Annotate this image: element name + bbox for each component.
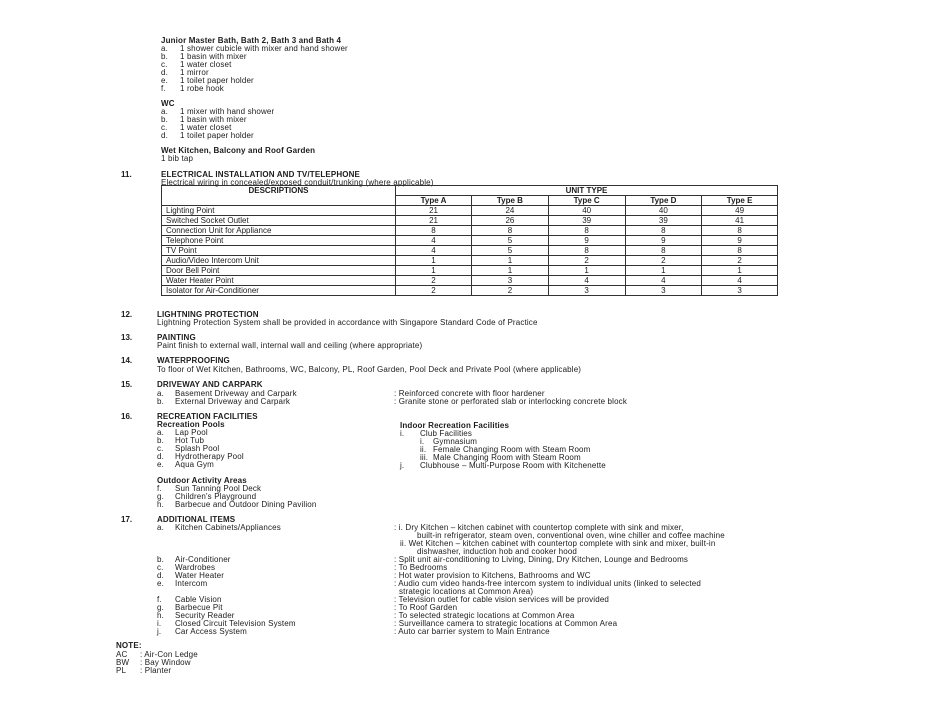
list-marker: e. — [157, 579, 164, 588]
table-row — [162, 246, 778, 256]
list-marker: d. — [157, 571, 164, 580]
table-cell: 9 — [548, 236, 625, 246]
row-label: Door Bell Point — [162, 266, 396, 276]
type-header: Type B — [472, 196, 549, 206]
type-header: Type A — [396, 196, 472, 206]
section-text: Paint finish to external wall, internal wall and ceiling (where appropriate) — [157, 341, 423, 350]
subsection-title: Indoor Recreation Facilities — [400, 421, 510, 430]
list-marker: a. — [161, 44, 168, 53]
table-cell: 5 — [472, 246, 549, 256]
list-value: : Hot water provision to Kitchens, Bathrooms and WC — [394, 571, 591, 580]
table-cell: 4 — [396, 246, 472, 256]
list-item: Water Heater — [175, 571, 225, 580]
list-item: Hydrotherapy Pool — [175, 452, 244, 461]
section-title: WATERPROOFING — [157, 356, 230, 365]
table-cell: 3 — [472, 276, 549, 286]
list-value: : Split unit air-conditioning to Living, Dining, Dry Kitchen, Lounge and Bedrooms — [394, 555, 689, 564]
list-marker: f. — [157, 484, 162, 493]
row-label: Isolator for Air-Conditioner — [162, 286, 396, 296]
list-marker: j. — [157, 627, 162, 636]
list-marker: b. — [157, 397, 164, 406]
list-item: Hot Tub — [175, 436, 205, 445]
list-item: Cable Vision — [175, 595, 222, 604]
section-number: 16. — [121, 412, 133, 421]
list-marker: c. — [161, 60, 168, 69]
row-label: Audio/Video Intercom Unit — [162, 256, 396, 266]
table-cell: 1 — [396, 256, 472, 266]
list-marker: f. — [161, 84, 166, 93]
table-cell: 3 — [548, 286, 625, 296]
section-title: ADDITIONAL ITEMS — [157, 515, 236, 524]
table-row — [162, 266, 778, 276]
list-marker: b. — [157, 436, 164, 445]
section-number: 17. — [121, 515, 133, 524]
table-cell: 3 — [625, 286, 702, 296]
list-item: Air-Conditioner — [175, 555, 231, 564]
table-cell: 1 — [472, 266, 549, 276]
wc-section-title: WC — [161, 99, 175, 108]
section-number: 15. — [121, 380, 133, 389]
list-item: Aqua Gym — [175, 460, 214, 469]
bath-section-title: Junior Master Bath, Bath 2, Bath 3 and Bath 4 — [161, 36, 342, 45]
list-item: Barbecue and Outdoor Dining Pavilion — [175, 500, 317, 509]
row-label: Water Heater Point — [162, 276, 396, 286]
table-cell: 49 — [702, 206, 778, 216]
table-cell: 1 — [472, 256, 549, 266]
list-marker: a. — [157, 428, 164, 437]
type-header: Type E — [702, 196, 778, 206]
table-cell: 8 — [472, 226, 549, 236]
list-item: Security Reader — [175, 611, 235, 620]
list-item: Barbecue Pit — [175, 603, 223, 612]
list-marker: c. — [157, 444, 164, 453]
list-item: Wardrobes — [175, 563, 216, 572]
table-row — [162, 286, 778, 296]
list-item: 1 toilet paper holder — [180, 76, 254, 85]
section-title: PAINTING — [157, 333, 196, 342]
header-descriptions: DESCRIPTIONS — [162, 186, 396, 206]
table-cell: 8 — [625, 246, 702, 256]
list-marker: a. — [157, 523, 164, 532]
table-row — [162, 206, 778, 216]
note-text: : Bay Window — [140, 658, 191, 667]
note-abbr: BW — [116, 658, 130, 667]
table-cell: 9 — [702, 236, 778, 246]
subsection-title: Outdoor Activity Areas — [157, 476, 247, 485]
list-value: : Reinforced concrete with floor hardener — [394, 389, 545, 398]
table-cell: 1 — [702, 266, 778, 276]
list-item: Intercom — [175, 579, 208, 588]
electrical-table — [161, 185, 778, 296]
list-value: dishwasher, induction hob and cooker hood — [417, 547, 578, 556]
section-title: LIGHTNING PROTECTION — [157, 310, 259, 319]
list-value: ii. Wet Kitchen – kitchen cabinet with countertop complete with sink and mixer, built-in — [400, 539, 716, 548]
list-marker: c. — [161, 123, 168, 132]
table-cell: 2 — [396, 286, 472, 296]
table-cell: 3 — [702, 286, 778, 296]
list-value: strategic locations at Common Area) — [399, 587, 534, 596]
section-number: 11. — [121, 170, 132, 179]
section-number: 13. — [121, 333, 133, 342]
type-header: Type D — [625, 196, 702, 206]
table-header-row — [162, 186, 778, 196]
list-value: : Audio cum video hands-free intercom system to individual units (linked to selected — [394, 579, 701, 588]
row-label: Connection Unit for Appliance — [162, 226, 396, 236]
table-cell: 2 — [625, 256, 702, 266]
section-title: ELECTRICAL INSTALLATION AND TV/TELEPHONE — [161, 170, 361, 179]
table-row — [162, 256, 778, 266]
list-value: : To Roof Garden — [394, 603, 458, 612]
table-cell: 4 — [702, 276, 778, 286]
table-cell: 1 — [548, 266, 625, 276]
table-cell: 8 — [702, 226, 778, 236]
wet-kitchen-title: Wet Kitchen, Balcony and Roof Garden — [161, 146, 316, 155]
list-item: 1 water closet — [180, 123, 232, 132]
list-marker: a. — [161, 107, 168, 116]
list-item: 1 basin with mixer — [180, 52, 247, 61]
list-marker: g. — [157, 492, 164, 501]
table-cell: 1 — [625, 266, 702, 276]
subsection-title: Recreation Pools — [157, 420, 225, 429]
list-item: Sun Tanning Pool Deck — [175, 484, 262, 493]
table-cell: 24 — [472, 206, 549, 216]
list-marker: h. — [157, 500, 164, 509]
row-label: Switched Socket Outlet — [162, 216, 396, 226]
list-item: 1 toilet paper holder — [180, 131, 254, 140]
list-value: : i. Dry Kitchen – kitchen cabinet with countertop complete with sink and mixer, — [394, 523, 684, 532]
section-text: To floor of Wet Kitchen, Bathrooms, WC, Balcony, PL, Roof Garden, Pool Deck and Private Pool (where applicable) — [157, 365, 582, 374]
note-text: : Planter — [140, 666, 172, 675]
list-item: 1 robe hook — [180, 84, 224, 93]
list-value: : Granite stone or perforated slab or interlocking concrete block — [394, 397, 627, 406]
table-cell: 5 — [472, 236, 549, 246]
list-item: Club Facilities — [420, 429, 473, 438]
header-unit-type: UNIT TYPE — [396, 186, 778, 196]
section-number: 14. — [121, 356, 133, 365]
list-item: Children's Playground — [175, 492, 257, 501]
list-item: 1 mirror — [180, 68, 209, 77]
table-cell: 8 — [396, 226, 472, 236]
list-value: : To selected strategic locations at Common Area — [394, 611, 575, 620]
row-label: Lighting Point — [162, 206, 396, 216]
table-row — [162, 226, 778, 236]
table-cell: 39 — [548, 216, 625, 226]
note-title: NOTE: — [116, 641, 142, 650]
note-abbr: PL — [116, 666, 127, 675]
type-header: Type C — [548, 196, 625, 206]
table-cell: 40 — [548, 206, 625, 216]
table-cell: 9 — [625, 236, 702, 246]
list-marker: c. — [157, 563, 164, 572]
list-marker: e. — [161, 76, 168, 85]
list-item: 1 basin with mixer — [180, 115, 247, 124]
table-cell: 26 — [472, 216, 549, 226]
table-cell: 4 — [548, 276, 625, 286]
list-item: External Driveway and Carpark — [175, 397, 291, 406]
list-item: Splash Pool — [175, 444, 220, 453]
list-item: Male Changing Room with Steam Room — [433, 453, 581, 462]
table-cell: 41 — [702, 216, 778, 226]
table-cell: 8 — [625, 226, 702, 236]
list-marker: h. — [157, 611, 164, 620]
table-cell: 4 — [396, 236, 472, 246]
table-cell: 2 — [472, 286, 549, 296]
table-cell: 8 — [702, 246, 778, 256]
list-item: Car Access System — [175, 627, 247, 636]
table-cell: 1 — [396, 266, 472, 276]
row-label: TV Point — [162, 246, 396, 256]
list-item: Lap Pool — [175, 428, 208, 437]
list-marker: i. — [400, 429, 405, 438]
list-marker: d. — [161, 68, 168, 77]
section-text: Lightning Protection System shall be provided in accordance with Singapore Standard Code of Practice — [157, 318, 538, 327]
section-subtitle: Electrical wiring in concealed/exposed conduit/trunking (where applicable) — [161, 178, 434, 187]
section-title: RECREATION FACILITIES — [157, 412, 258, 421]
table-cell: 2 — [396, 276, 472, 286]
list-marker: i. — [420, 437, 425, 446]
wet-kitchen-text: 1 bib tap — [161, 154, 194, 163]
list-marker: d. — [157, 452, 164, 461]
section-number: 12. — [121, 310, 133, 319]
table-cell: 21 — [396, 206, 472, 216]
table-row — [162, 276, 778, 286]
list-marker: b. — [161, 52, 168, 61]
table-cell: 2 — [548, 256, 625, 266]
list-marker: a. — [157, 389, 164, 398]
table-row — [162, 236, 778, 246]
note-abbr: AC — [116, 650, 128, 659]
table-cell: 40 — [625, 206, 702, 216]
table-row — [162, 216, 778, 226]
table-cell: 8 — [548, 246, 625, 256]
list-item: Clubhouse – Multi-Purpose Room with Kitchenette — [420, 461, 606, 470]
list-value: : Surveillance camera to strategic locations at Common Area — [394, 619, 618, 628]
section-title: DRIVEWAY AND CARPARK — [157, 380, 263, 389]
list-marker: g. — [157, 603, 164, 612]
list-item: Basement Driveway and Carpark — [175, 389, 297, 398]
list-item: Gymnasium — [433, 437, 478, 446]
list-marker: e. — [157, 460, 164, 469]
list-item: Kitchen Cabinets/Appliances — [175, 523, 281, 532]
list-item: 1 shower cubicle with mixer and hand shower — [180, 44, 348, 53]
table-cell: 21 — [396, 216, 472, 226]
table-cell: 8 — [548, 226, 625, 236]
list-marker: b. — [161, 115, 168, 124]
list-item: Closed Circuit Television System — [175, 619, 296, 628]
table-cell: 4 — [625, 276, 702, 286]
list-marker: d. — [161, 131, 168, 140]
list-value: : Television outlet for cable vision services will be provided — [394, 595, 610, 604]
list-item: 1 mixer with hand shower — [180, 107, 275, 116]
list-value: : Auto car barrier system to Main Entrance — [394, 627, 550, 636]
list-marker: b. — [157, 555, 164, 564]
list-value: built-in refrigerator, steam oven, conventional oven, wine chiller and coffee machine — [417, 531, 725, 540]
row-label: Telephone Point — [162, 236, 396, 246]
note-text: : Air-Con Ledge — [140, 650, 198, 659]
list-marker: j. — [400, 461, 405, 470]
list-marker: ii. — [420, 445, 427, 454]
list-item: 1 water closet — [180, 60, 232, 69]
table-cell: 2 — [702, 256, 778, 266]
list-marker: i. — [157, 619, 162, 628]
list-value: : To Bedrooms — [394, 563, 448, 572]
list-marker: iii. — [420, 453, 429, 462]
list-marker: f. — [157, 595, 162, 604]
list-item: Female Changing Room with Steam Room — [433, 445, 591, 454]
table-cell: 39 — [625, 216, 702, 226]
